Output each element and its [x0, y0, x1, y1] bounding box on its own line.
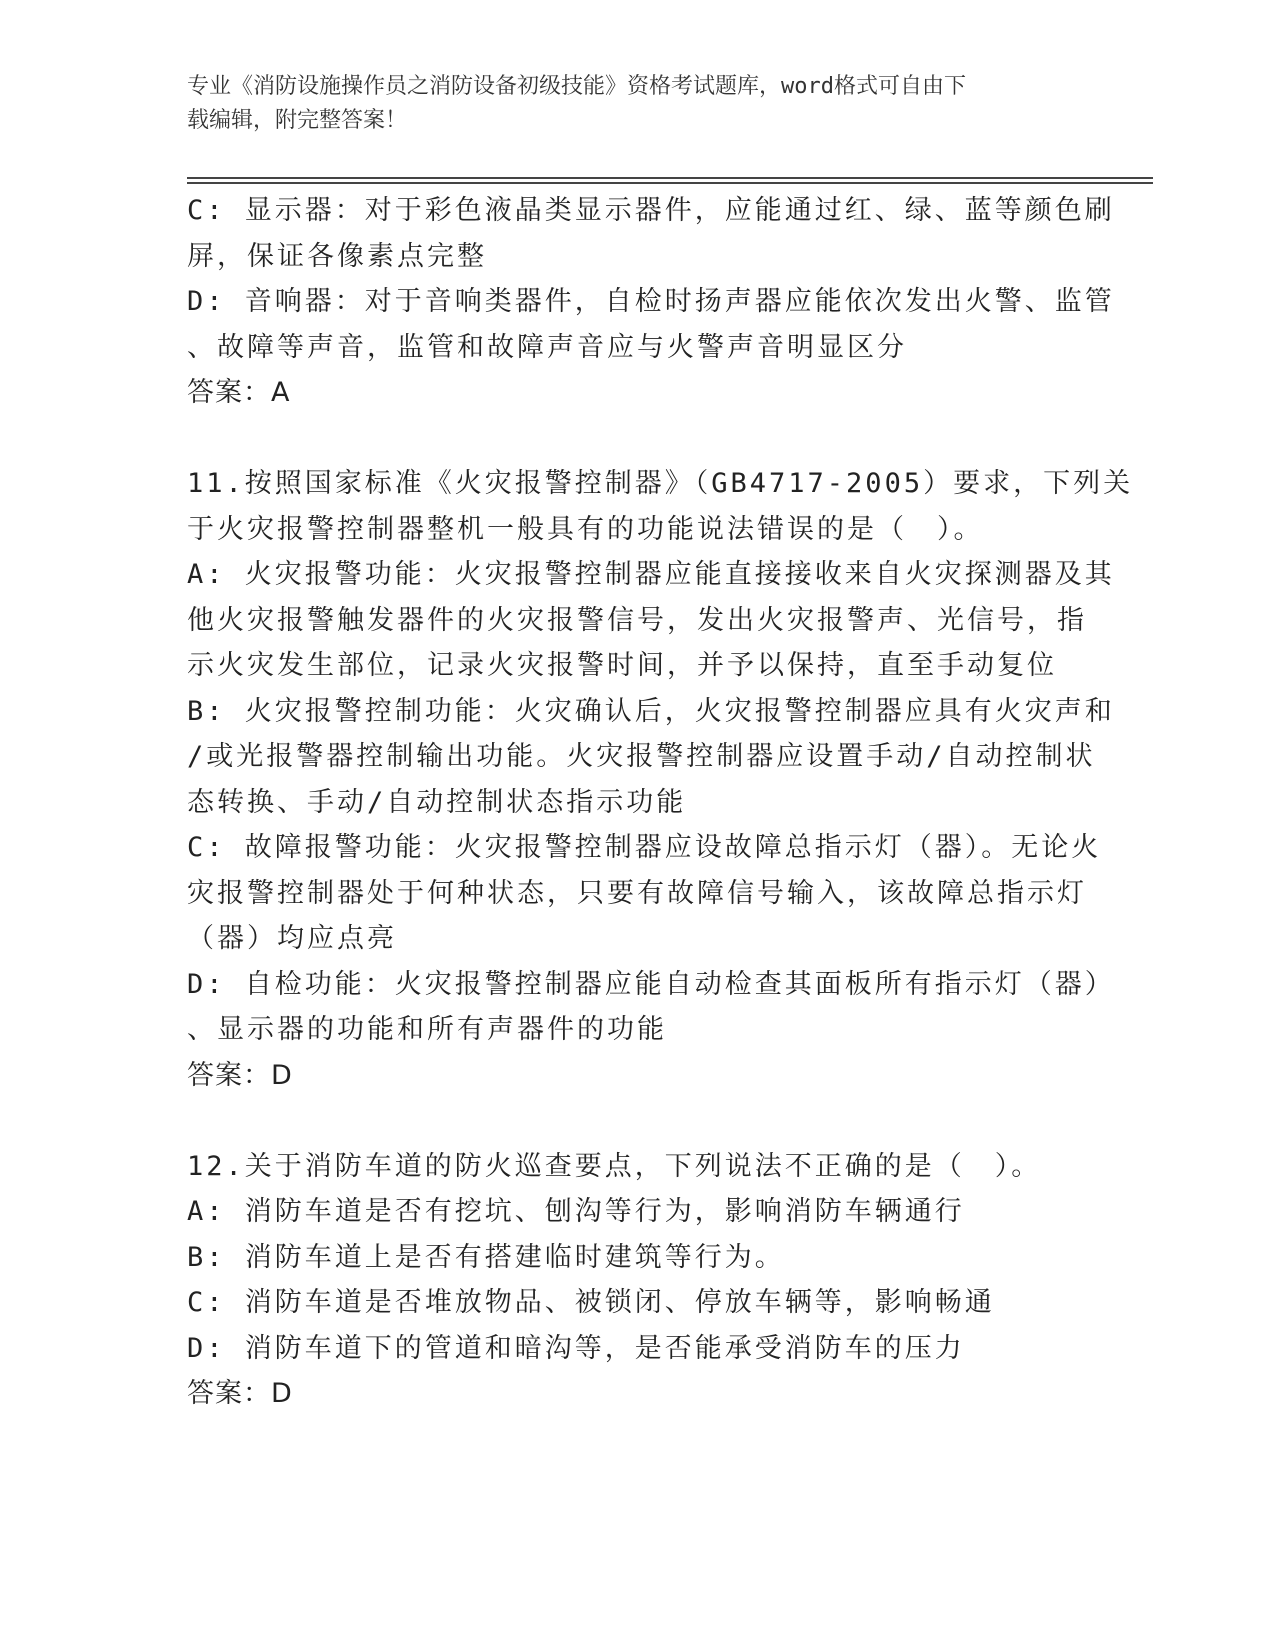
q10-option-c-line-2: 屏，保证各像素点完整 [187, 240, 487, 272]
q10-answer: 答案：A [187, 377, 291, 408]
spacer [187, 416, 1077, 462]
q11-option-d-line-1: D: 自检功能：火灾报警控制器应能自动检查其面板所有指示灯（器） [187, 968, 1115, 1000]
q12-answer: 答案：D [187, 1378, 293, 1409]
q11-stem-line-2: 于火灾报警控制器整机一般具有的功能说法错误的是（ ）。 [187, 513, 984, 545]
document-body [187, 188, 1134, 1417]
header-line-1: 专业《消防设施操作员之消防设备初级技能》资格考试题库，word格式可自由下 [187, 74, 966, 99]
q11-option-d-line-2: 、显示器的功能和所有声器件的功能 [187, 1014, 667, 1045]
q11-option-c-line-2: 灾报警控制器处于何种状态，只要有故障信号输入，该故障总指示灯 [187, 877, 1087, 909]
q11-option-a-line-2: 他火灾报警触发器件的火灾报警信号，发出火灾报警声、光信号，指 [187, 604, 1087, 636]
header-line-2: 载编辑，附完整答案！ [187, 108, 408, 133]
q12-option-b: B: 消防车道上是否有搭建临时建筑等行为。 [187, 1241, 785, 1273]
question-12 [187, 1144, 1077, 1417]
q11-option-a-line-1: A: 火灾报警功能：火灾报警控制器应能直接接收来自火灾探测器及其 [187, 559, 1115, 590]
q11-option-a-line-3: 示火灾发生部位，记录火灾报警时间，并予以保持，直至手动复位 [187, 650, 1057, 681]
q12-option-d: D: 消防车道下的管道和暗沟等，是否能承受消防车的压力 [187, 1332, 965, 1364]
q11-option-b-line-1: B: 火灾报警控制功能：火灾确认后，火灾报警控制器应具有火灾声和 [187, 695, 1115, 727]
q12-option-a: A: 消防车道是否有挖坑、刨沟等行为，影响消防车辆通行 [187, 1196, 965, 1227]
question-10-remainder [187, 188, 1115, 416]
q11-option-b-line-2: /或光报警器控制输出功能。火灾报警控制器应设置手动/自动控制状 [187, 741, 1096, 772]
q11-option-b-line-3: 态转换、手动/自动控制状态指示功能 [187, 786, 687, 818]
header-rule-bottom [187, 182, 1153, 184]
document-header [187, 70, 1087, 138]
q12-stem: 12.关于消防车道的防火巡查要点，下列说法不正确的是（ ）。 [187, 1150, 1042, 1182]
q10-option-c-line-1: C: 显示器：对于彩色液晶类显示器件，应能通过红、绿、蓝等颜色刷 [187, 195, 1115, 226]
q12-option-c: C: 消防车道是否堆放物品、被锁闭、停放车辆等，影响畅通 [187, 1287, 995, 1318]
header-rule-top [187, 177, 1153, 179]
q10-option-d-line-2: 、故障等声音，监管和故障声音应与火警声音明显区分 [187, 331, 907, 363]
q10-option-d-line-1: D: 音响器：对于音响类器件，自检时扬声器应能依次发出火警、监管 [187, 286, 1115, 317]
question-11 [187, 461, 1134, 1098]
q11-answer: 答案：D [187, 1059, 293, 1091]
spacer [187, 1098, 1077, 1144]
q11-stem-line-1: 11.按照国家标准《火灾报警控制器》（GB4717-2005）要求，下列关 [187, 468, 1134, 499]
q11-option-c-line-1: C: 故障报警功能：火灾报警控制器应设故障总指示灯（器）。无论火 [187, 832, 1102, 863]
q11-option-c-line-3: （器）均应点亮 [187, 923, 397, 954]
